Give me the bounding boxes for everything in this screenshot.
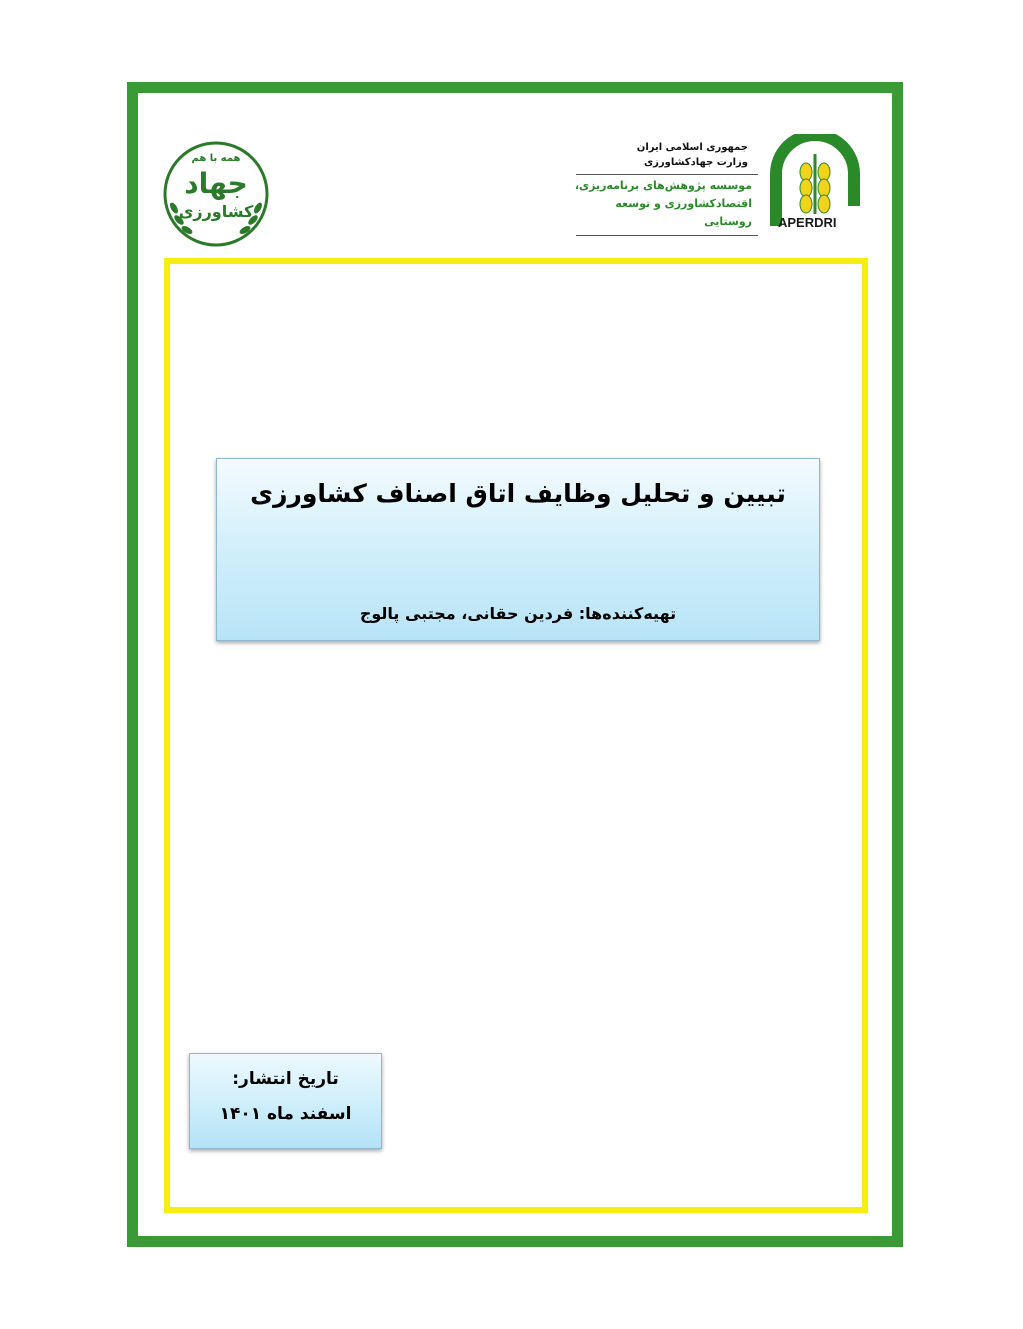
org-institute-line1: موسسه پژوهش‌های برنامه‌ریزی، (574, 179, 752, 192)
page-header (0, 0, 1023, 258)
organization-names (570, 140, 758, 238)
jahad-keshavarzi-logo (160, 138, 272, 250)
jahad-subtitle: کشاورزی (178, 202, 254, 221)
document-title: تبیین و تحلیل وظایف اتاق اصناف کشاورزی (250, 479, 786, 508)
org-republic: جمهوری اسلامی ایران (636, 142, 748, 153)
publication-date-box (189, 1053, 382, 1149)
org-divider-bottom (576, 235, 758, 236)
org-divider (576, 174, 758, 175)
aperdri-label: APERDRI (778, 215, 837, 230)
org-ministry: وزارت جهادکشاورزی (643, 157, 748, 168)
org-institute-line2: اقتصادکشاورزی و توسعه روستایی (615, 197, 752, 228)
title-box (216, 458, 820, 641)
document-authors: تهیه‌کننده‌ها: فردین حقانی، مجتبی پالوج (359, 604, 677, 623)
jahad-title: جهاد (184, 167, 248, 200)
publication-date-label: تاریخ انتشار: (232, 1069, 339, 1089)
publication-date-value: اسفند ماه ۱۴۰۱ (219, 1104, 352, 1124)
jahad-slogan: همه با هم (191, 153, 241, 164)
